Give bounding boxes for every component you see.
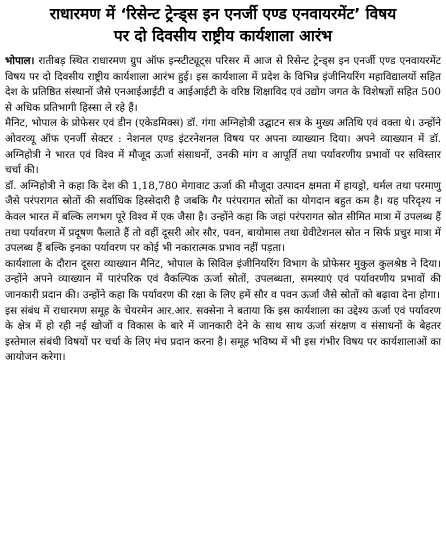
article-paragraph-4: कार्यशाला के दौरान दूसरा व्याख्यान मैनिट, भोपाल के सिविल इंजीनियरिंग विभाग के प्रोफेसर मुकुल कुलश्रेष्ठ ने दिया। उन्होंने अपने व्याख्यान में पारंपरिक एवं वैकल्पिक ऊर्जा स्रोतों, उपलब्धता, समस्याएं एवं पर्यावरणीय प्रभावों की जानकारी प्रदान की। उन्होंने कहा कि पर्यावरण की रक्षा के लिए हमें सौर व पवन ऊर्जा जैसे स्रोतों को बढ़ावा देना होगा।	[5, 257, 441, 301]
headline-line-1: राधारमण में ‘रिसेन्ट ट्रेन्ड्स इन एनर्जी एण्ड एनवायरमेंट’ विषय	[49, 5, 397, 23]
article-paragraph-1	[5, 54, 441, 116]
article-paragraph-3: डॉ. अग्निहोत्री ने कहा कि देश की 1,18,780 मेगावाट ऊर्जा की मौजूदा उत्पादन क्षमता में हायड्रो, थर्मल तथा परमाणु जैसे परंपरागत स्रोतों की सर्वाधिक हिस्सेदारी है जबकि गैर परंपरागत स्रोतों का योगदान बहुत कम है। यह परिदृश्य न केवल भारत में बल्कि लगभग पूरे विश्व में एक जैसा है। उन्होंने कहा कि जहां परंपरागत स्रोत सीमित मात्रा में उपलब्ध हैं तथा पर्यावरण में प्रदूषण फैलाते हैं तो वहीं दूसरी ओर सौर, पवन, बायोमास तथा ग्रेवीटेशनल स्रोत न सिर्फ प्रचुर मात्रा में उपलब्ध हैं बल्कि इनका पर्यावरण पर कोई भी नकारात्मक प्रभाव नहीं पड़ता।	[5, 179, 441, 255]
dateline: भोपाल।	[5, 55, 35, 67]
article-body	[5, 54, 441, 366]
paragraph-text: रातीबड़ स्थित राधारमण ग्रुप ऑफ इन्स्टीट्यूट्स परिसर में आज से रिसेन्ट ट्रेन्ड्स इन एनर्जी एण्ड एनवायरमेंट विषय पर दो दिवसीय राष्ट्रीय कार्यशाला आरंभ हुई। इस कार्यशाला में प्रदेश के विभिन्न इंजीनियरिंग महाविद्यालयों सहित देश के प्रतिष्ठित संस्थानों जैसे एनआईआईटी व आईआईटी के वरिष्ठ शिक्षाविद एवं उद्योग जगत के विशेषज्ञों सहित 500 से अधिक प्रतिभागी हिस्सा ले रहे हैं।	[5, 55, 441, 114]
headline-line-2: पर दो दिवसीय राष्ट्रीय कार्यशाला आरंभ	[113, 27, 333, 45]
article-paragraph-5: इस संबंध में राधारमण समूह के चेयरमेन आर.आर. सक्सेना ने बताया कि इस कार्यशाला का उद्देश्य ऊर्जा एवं पर्यावरण के क्षेत्र में हो रही नई खोजों व विकास के बारे में जानकारी देने के साथ साथ ऊर्जा संरक्षण व संसाधनों के बेहतर इस्तेमाल संबंधी विषयों पर चर्चा के लिए मंच प्रदान करना है। समूह भविष्य में भी इस गंभीर विषय पर कार्यशालाओं का आयोजन करेगा।	[5, 304, 441, 364]
headline	[5, 3, 441, 47]
article-paragraph-2: मैनिट, भोपाल के प्रोफेसर एवं डीन (एकेडमिक्स) डॉ. गंगा अग्निहोत्री उद्घाटन सत्र के मुख्य अतिथि एवं वक्ता थे। उन्होंने ओवरव्यू ऑफ एनर्जी सेक्टर : नेशनल एण्ड इंटरनेशनल विषय पर अपना व्याख्यान दिया। अपने व्याख्यान में डॉ. अग्निहोत्री ने भारत एवं विश्व में मौजूद ऊर्जा संसाधनों, उनकी मांग व आपूर्ति तथा पर्यावरणीय प्रभावों पर सविस्तार चर्चा की।	[5, 117, 441, 177]
